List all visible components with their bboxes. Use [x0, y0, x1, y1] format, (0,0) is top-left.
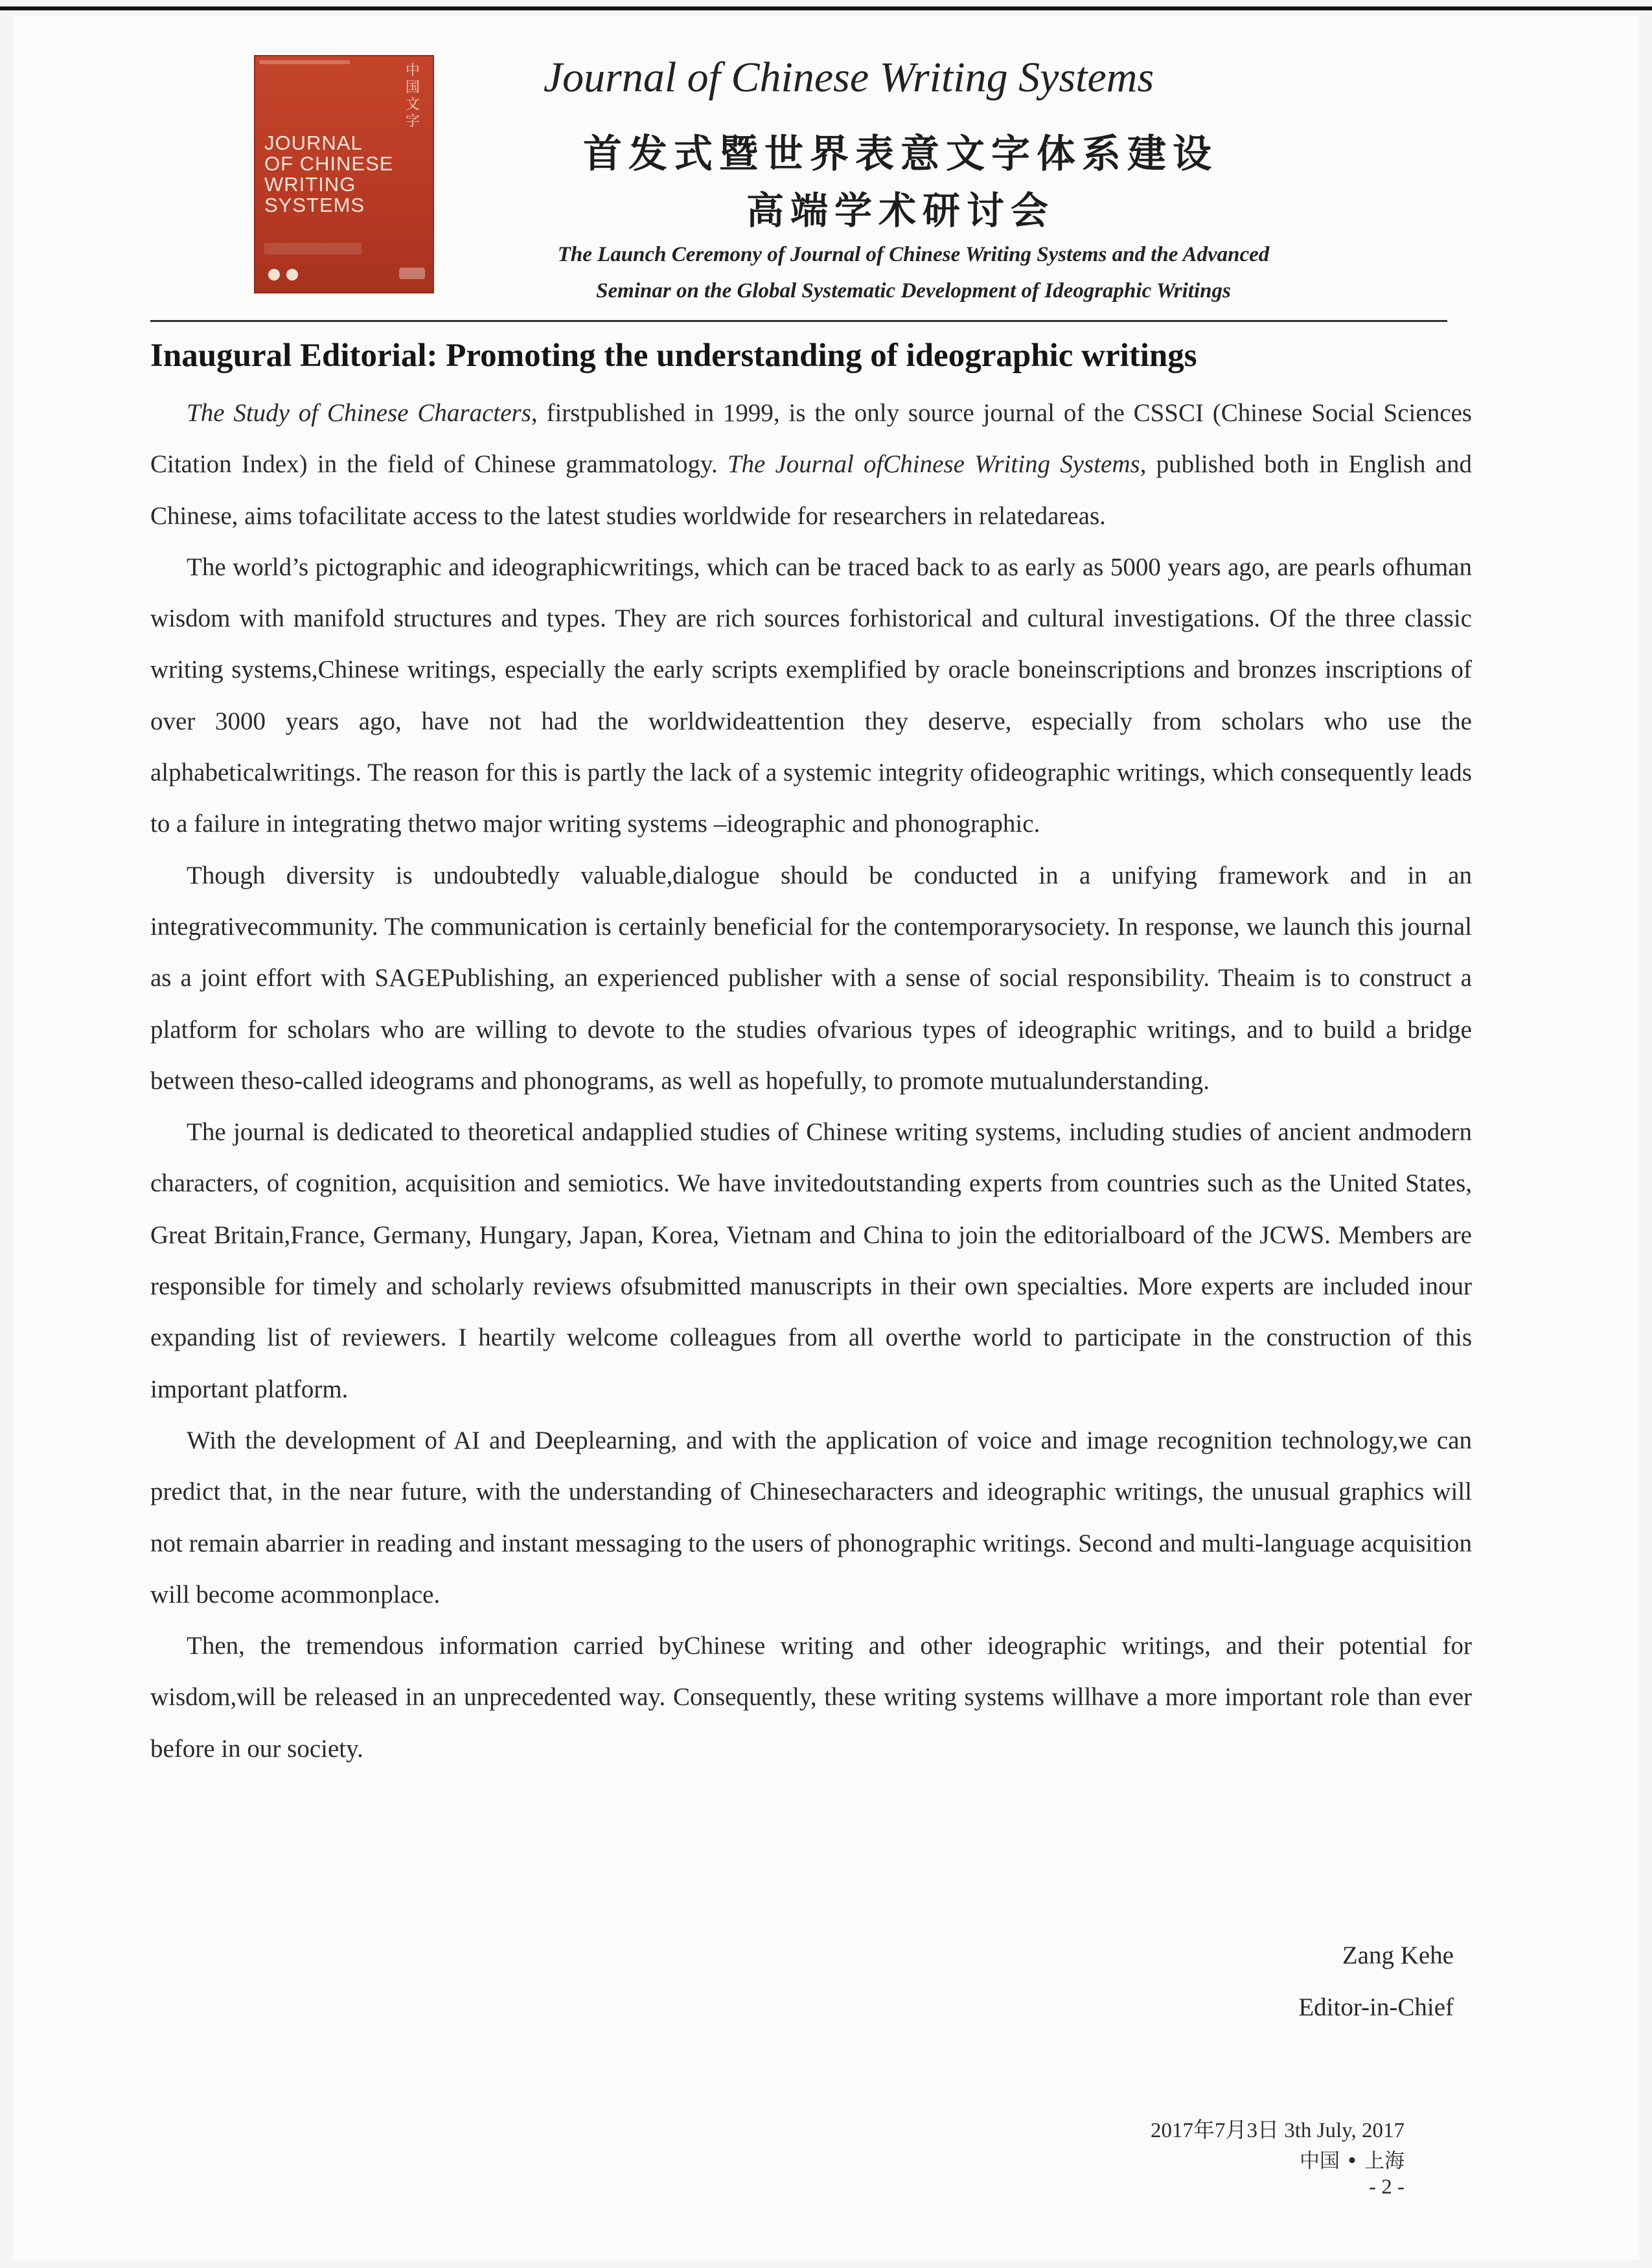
footer-date: 2017年7月3日 3th July, 2017 — [1150, 2119, 1405, 2142]
journal-name-italic: The Study of Chinese Characters — [187, 399, 531, 427]
cover-title-line: OF CHINESE — [264, 152, 394, 175]
paragraph-6: Then, the tremendous information carried byChinese writing and other ideographic writings, and their potential for wisdom,will be released in an unprecedented way. Consequently, these writing systems willhave a more important role than ever before in our society. — [150, 1632, 1472, 1763]
journal-name-italic: The Journal ofChinese Writing Systems — [727, 450, 1140, 479]
page-number: - 2 - — [1369, 2175, 1405, 2199]
journal-title: Journal of Chinese Writing Systems — [543, 54, 1154, 101]
cover-logo-dot — [268, 269, 280, 281]
cover-chinese-title: 中国文字 — [406, 63, 420, 130]
publisher-logo — [399, 268, 425, 279]
paragraph-2: The world’s pictographic and ideographicwritings, which can be traced back to as early as 5000 years ago, are pearls ofhuman wisdom with manifold structures and types. They are rich sources forhistorical and cultural investigations. Of the three classic writing systems,Chinese writings, especially the early scripts exemplified by oracle boneinscriptions and bronzes inscriptions of over 3000 years ago, have not had the worldwideattention they deserve, especially from scholars who use the alphabeticalwritings. The reason for this is partly the lack of a systemic integrity ofideographic writings, which consequently leads to a failure in integrating thetwo major writing systems –ideographic and phonographic. — [150, 553, 1472, 838]
cover-title — [264, 133, 394, 216]
chinese-title-line-2: 高端学术研讨会 — [746, 189, 1055, 233]
editorial-heading: Inaugural Editorial: Promoting the understanding of ideographic writings — [150, 338, 1197, 374]
paragraph-4: The journal is dedicated to theoretical andapplied studies of Chinese writing systems, including studies of ancient andmodern characters, of cognition, acquisition and semiotics. We have invitedoutstanding experts from countries such as the United States, Great Britain,France, Germany, Hungary, Japan, Korea, Vietnam and China to join the editorialboard of the JCWS. Members are responsible for timely and scholarly reviews ofsubmitted manuscripts in their own specialties. More experts are included inour expanding list of reviewers. I heartily welcome colleagues from all overthe world to participate in the construction of this important platform. — [150, 1118, 1472, 1403]
header-divider — [150, 320, 1447, 322]
paragraph-text: , published both in English and Chinese, aims tofacilitate access to the latest studies worldwide for researchers in relatedareas. — [150, 450, 1472, 530]
paragraph-3: Though diversity is undoubtedly valuable,dialogue should be conducted in a unifying framework and in an integrativecommunity. The communication is certainly beneficial for the contemporarysociety. In response, we launch this journal as a joint effort with SAGEPublishing, an experienced publisher with a sense of social responsibility. Theaim is to construct a platform for scholars who are willing to devote to the studies ofvarious types of ideographic writings, and to build a bridge between theso-called ideograms and phonograms, as well as hopefully, to promote mutualunderstanding. — [150, 861, 1472, 1095]
paragraph-text: , firstpublished in 1999, is the only source journal of the CSSCI (Chinese Social Sciences Citation Index) in the field of Chinese grammatology. — [150, 399, 1472, 479]
paragraph-5: With the development of AI and Deeplearning, and with the application of voice and image recognition technology,we can predict that, in the near future, with the understanding of Chinesecharacters and ideographic writings, the unusual graphics will not remain abarrier in reading and instant messaging to the users of phonographic writings. Second and multi-language acquisition will become acommonplace. — [150, 1426, 1472, 1609]
cover-logo-dot — [286, 269, 298, 281]
english-subtitle-line-1: The Launch Ceremony of Journal of Chinese Writing Systems and the Advanced — [557, 243, 1270, 266]
author-role: Editor-in-Chief — [1298, 1993, 1454, 2021]
english-subtitle-line-2: Seminar on the Global Systematic Development of Ideographic Writings — [596, 279, 1231, 303]
paragraph-1 — [150, 387, 1472, 542]
chinese-title-line-1: 首发式暨世界表意文字体系建设 — [583, 132, 1218, 177]
author-name: Zang Kehe — [1342, 1942, 1454, 1969]
cover-top-band — [259, 60, 350, 64]
english-subtitle — [447, 236, 1380, 309]
cover-title-line: JOURNAL — [264, 132, 363, 154]
footer-place: 中国 • 上海 — [1300, 2149, 1405, 2173]
editorial-body — [150, 387, 1472, 1774]
cover-subtitle-band — [264, 243, 361, 255]
top-scan-edge — [0, 6, 1652, 10]
cover-title-line: SYSTEMS — [264, 194, 365, 216]
journal-cover-image — [254, 55, 434, 293]
cover-title-line: WRITING — [264, 173, 356, 196]
